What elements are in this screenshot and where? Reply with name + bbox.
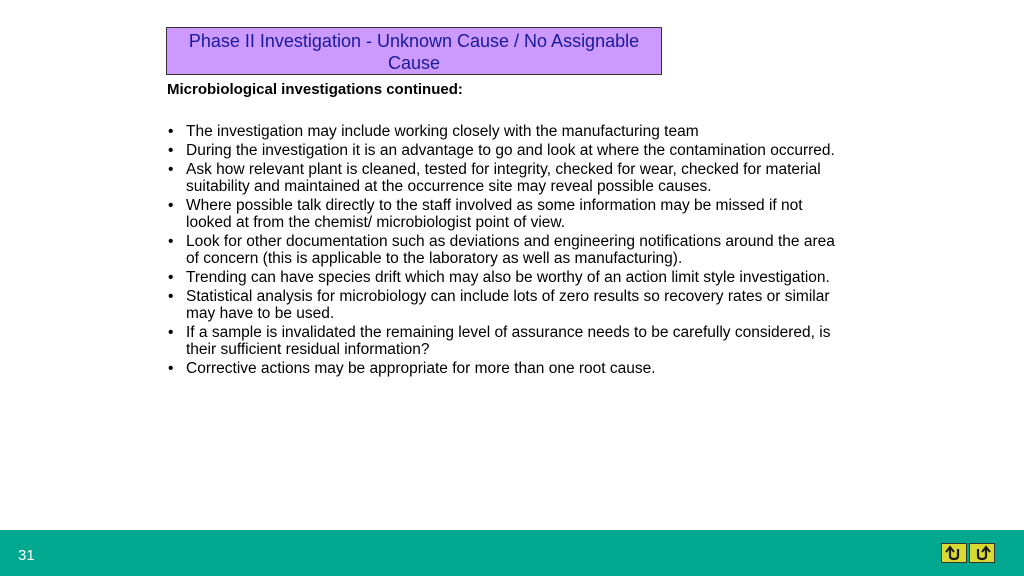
bullet-item (167, 360, 837, 377)
bullet-item (167, 233, 837, 267)
bullet-text: Where possible talk directly to the staff involved as some information may be missed if not looked at from the chemist/ microbiologist point of view. (186, 197, 803, 231)
bullet-text: If a sample is invalidated the remaining level of assurance needs to be carefully considered, is their sufficient residual information? (186, 324, 831, 358)
slide-title-line-1: Phase II Investigation - Unknown Cause / No Assignable (188, 31, 640, 51)
footer-bar (0, 530, 1024, 576)
bullet-marker: • (168, 360, 174, 377)
bullet-text: Ask how relevant plant is cleaned, tested for integrity, checked for wear, checked for material suitability and maintained at the occurrence site may reveal possible causes. (186, 161, 821, 195)
bullet-text: During the investigation it is an advantage to go and look at where the contamination occurred. (186, 142, 835, 159)
bullet-item (167, 197, 837, 231)
u-turn-back-icon (942, 544, 966, 562)
nav-forward-button[interactable] (969, 543, 995, 563)
slide-title-line-2: Cause (387, 53, 441, 73)
bullet-marker: • (168, 324, 174, 341)
bullet-marker: • (168, 142, 174, 159)
bullet-item (167, 324, 837, 358)
nav-back-button[interactable] (941, 543, 967, 563)
bullet-list (167, 123, 837, 379)
bullet-item (167, 288, 837, 322)
bullet-text: Look for other documentation such as deviations and engineering notifications around the area of concern (this is applicable to the laboratory as well as manufacturing). (186, 233, 835, 267)
bullet-item (167, 269, 837, 286)
bullet-item (167, 161, 837, 195)
page-number: 31 (18, 547, 35, 564)
bullet-marker: • (168, 123, 174, 140)
bullet-item (167, 142, 837, 159)
bullet-text: Corrective actions may be appropriate for more than one root cause. (186, 360, 656, 377)
bullet-text: Statistical analysis for microbiology can include lots of zero results so recovery rates or similar may have to be used. (186, 288, 830, 322)
bullet-item (167, 123, 837, 140)
bullet-marker: • (168, 197, 174, 214)
bullet-marker: • (168, 288, 174, 305)
u-turn-forward-icon (970, 544, 994, 562)
bullet-text: Trending can have species drift which may also be worthy of an action limit style investigation. (186, 269, 830, 286)
bullet-marker: • (168, 233, 174, 250)
section-subtitle: Microbiological investigations continued: (167, 81, 463, 98)
bullet-marker: • (168, 161, 174, 178)
slide-title (166, 27, 662, 75)
bullet-marker: • (168, 269, 174, 286)
bullet-text: The investigation may include working closely with the manufacturing team (186, 123, 699, 140)
